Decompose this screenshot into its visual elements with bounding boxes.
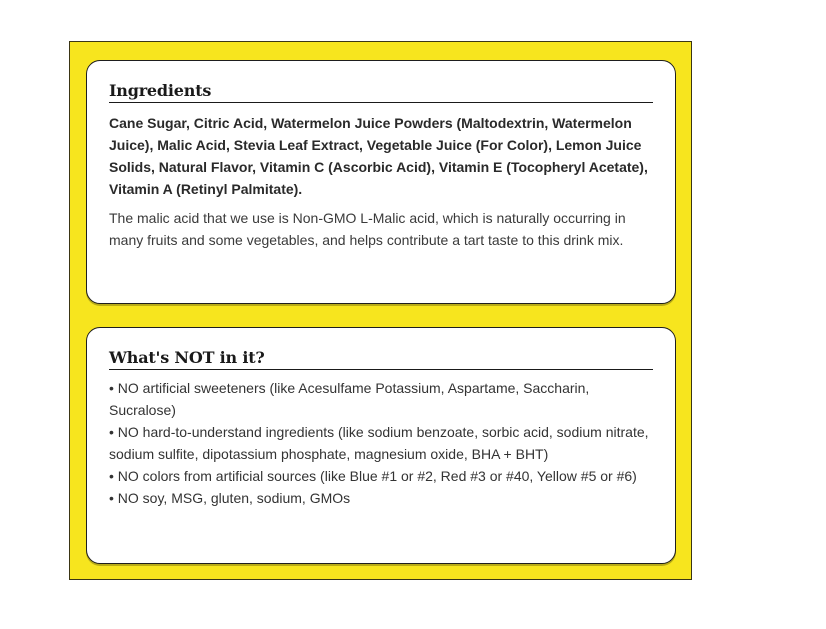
not-in-it-heading: What's NOT in it? [109, 348, 653, 370]
list-item: • NO soy, MSG, gluten, sodium, GMOs [109, 490, 351, 506]
ingredients-list: Cane Sugar, Citric Acid, Watermelon Juice Powders (Maltodextrin, Watermelon Juice), Malic Acid, Stevia Leaf Extract, Vegetable Juice (For Color), Lemon Juice Solids, Natural Flavor, Vitamin C (Ascorbic Acid), Vitamin E (Tocopheryl Acetate), Vitamin A (Retinyl Palmitate). [109, 115, 648, 197]
list-item: • NO colors from artificial sources (like Blue #1 or #2, Red #3 or #40, Yellow #5 or #6) [109, 468, 637, 484]
yellow-panel [69, 41, 692, 580]
not-in-it-card [86, 327, 676, 564]
list-item: • NO hard-to-understand ingredients (like sodium benzoate, sorbic acid, sodium nitrate, sodium sulfite, dipotassium phosphate, magnesium oxide, BHA + BHT) [109, 424, 649, 462]
malic-acid-note: The malic acid that we use is Non-GMO L-Malic acid, which is naturally occurring in many fruits and some vegetables, and helps contribute a tart taste to this drink mix. [109, 210, 626, 248]
not-in-it-list [109, 377, 653, 509]
list-item: • NO artificial sweeteners (like Acesulfame Potassium, Aspartame, Saccharin, Sucralose) [109, 380, 590, 418]
ingredients-card [86, 60, 676, 304]
ingredients-heading: Ingredients [109, 81, 653, 103]
